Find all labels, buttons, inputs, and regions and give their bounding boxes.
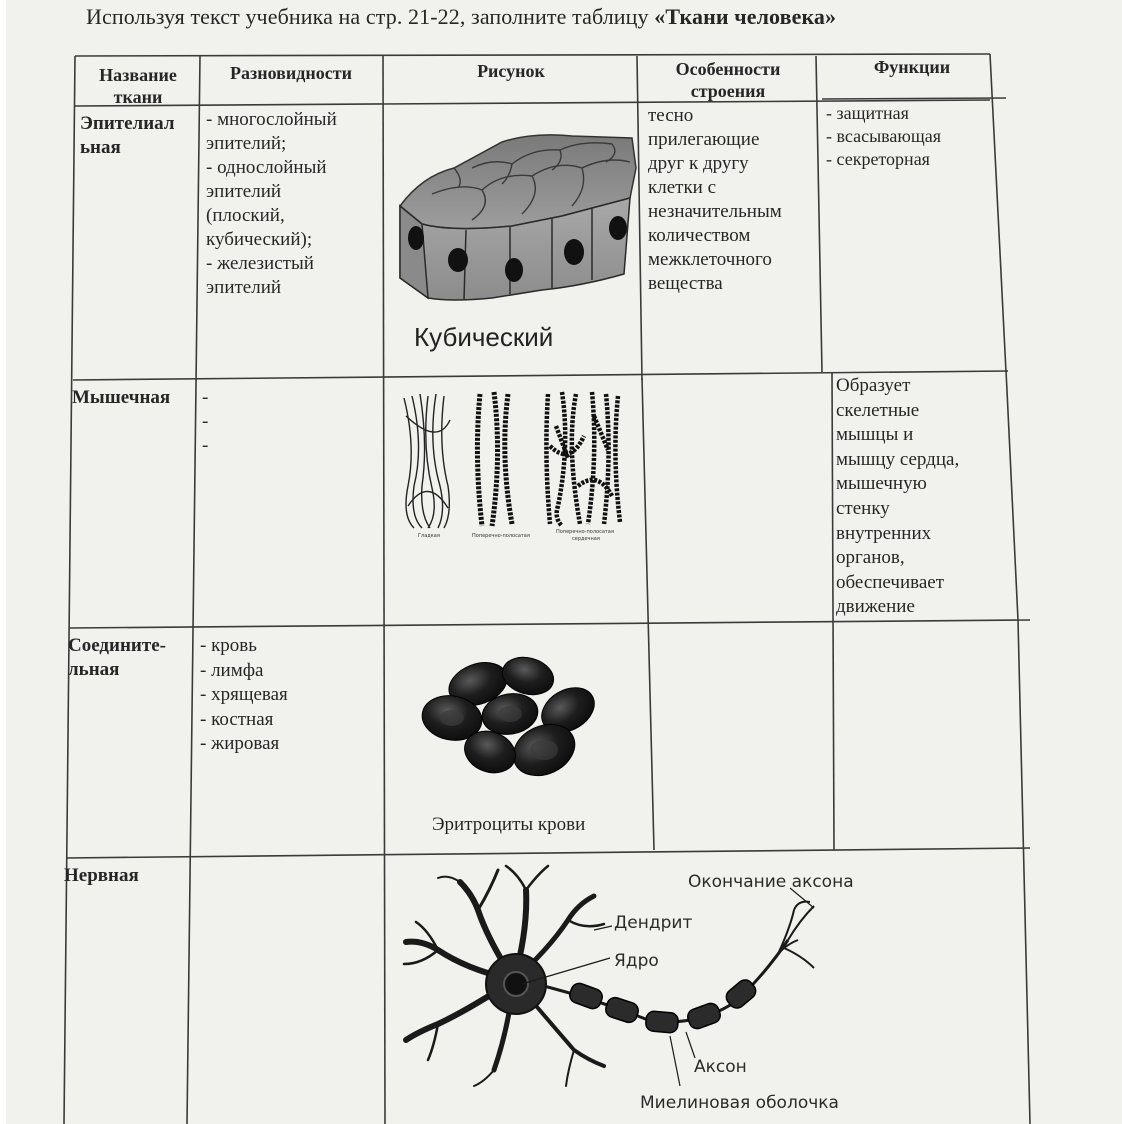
row-epithelial-name xyxy=(80,112,174,160)
variety-item: кубический); xyxy=(206,229,313,250)
function-item: - секреторная xyxy=(826,149,930,169)
connective-varieties xyxy=(200,634,288,757)
function-item: внутренних xyxy=(836,522,932,544)
row-connective-name xyxy=(68,634,166,682)
function-item: - всасывающая xyxy=(826,126,941,146)
cardiac-muscle-fibers xyxy=(546,392,620,526)
header-picture: Рисунок xyxy=(477,61,545,81)
variety-item: - жировая xyxy=(200,733,280,755)
variety-item: - кровь xyxy=(200,635,257,656)
heading-table-title: «Ткани человека» xyxy=(654,4,837,29)
function-item: движение xyxy=(836,596,915,618)
axon-line xyxy=(544,940,788,1022)
neuron-nucleus xyxy=(504,972,528,996)
label-dendrite: Дендрит xyxy=(614,913,693,933)
header-tissue-name-line1: Название xyxy=(99,65,177,85)
heading-instruction: Используя текст учебника на стр. 21-22, заполните таблицу xyxy=(86,4,655,29)
function-item: Образует xyxy=(836,375,911,396)
function-item: обеспечивает xyxy=(836,571,944,593)
skeletal-muscle-fibers xyxy=(477,392,512,526)
variety-item: - многослойный xyxy=(206,109,337,130)
function-item: скелетные xyxy=(836,399,920,421)
erythrocytes-caption: Эритроциты крови xyxy=(432,814,586,835)
header-tissue-name-line2: ткани xyxy=(113,87,163,107)
header-structure-line2: строения xyxy=(690,81,766,101)
epithelial-functions xyxy=(826,102,941,171)
variety-item: эпителий; xyxy=(206,133,287,154)
function-item: стенку xyxy=(836,497,890,519)
label-nucleus: Ядро xyxy=(614,951,659,971)
variety-item: - однослойный xyxy=(206,157,327,178)
variety-item: эпителий xyxy=(206,181,282,202)
tissue-name-line1: Соедините- xyxy=(68,635,166,656)
function-item: органов, xyxy=(836,547,905,569)
muscle-tissue-illustration xyxy=(398,386,630,540)
muscle-label-skeletal: Поперечно-полосатая xyxy=(472,533,530,539)
variety-item: эпителий xyxy=(206,277,282,298)
tissue-name-line2: ьная xyxy=(80,137,121,158)
header-functions: Функции xyxy=(873,57,951,77)
header-structure xyxy=(640,58,816,102)
neuron-illustration xyxy=(398,860,828,1094)
function-item: мышцы и xyxy=(836,424,914,446)
worksheet-heading xyxy=(86,4,1086,30)
variety-item: - лимфа xyxy=(200,659,264,681)
muscle-label-smooth: Гладкая xyxy=(418,533,440,539)
structure-line: друг к другу xyxy=(648,153,749,174)
label-myelin-sheath: Миелиновая оболочка xyxy=(640,1093,839,1113)
variety-item: - железистый xyxy=(206,253,314,274)
muscle-label-cardiac-1: Поперечно-полосатая xyxy=(556,529,614,535)
variety-item: - xyxy=(202,411,209,432)
variety-item: - хрящевая xyxy=(200,684,288,706)
variety-item: - костная xyxy=(200,708,274,730)
label-axon: Аксон xyxy=(694,1057,747,1077)
muscle-label-cardiac-2: сердечная xyxy=(572,536,600,542)
tissue-name-line2: льная xyxy=(68,659,120,680)
function-item: - защитная xyxy=(826,103,909,123)
label-axon-ending: Окончание аксона xyxy=(688,872,854,892)
structure-line: тесно xyxy=(648,105,694,126)
epithelial-structure xyxy=(648,104,782,296)
muscle-varieties xyxy=(202,386,208,458)
row-nervous-name: Нервная xyxy=(64,865,139,886)
variety-item: - xyxy=(202,435,209,456)
page-edge xyxy=(0,0,6,1124)
header-varieties: Разновидности xyxy=(230,63,352,83)
structure-line: незначительным xyxy=(648,201,782,222)
function-item: мышцу сердца, xyxy=(836,448,960,470)
erythrocytes-illustration xyxy=(418,654,604,784)
header-tissue-name xyxy=(80,64,196,108)
structure-line: прилегающие xyxy=(648,129,760,150)
variety-item: (плоский, xyxy=(206,205,285,226)
cuboidal-epithelium-illustration xyxy=(392,128,638,308)
variety-item: - xyxy=(202,387,209,408)
header-structure-line1: Особенности xyxy=(675,59,781,79)
structure-line: межклеточного xyxy=(648,249,772,270)
structure-line: количеством xyxy=(648,225,751,246)
tissue-name-line1: Эпителиал xyxy=(80,113,175,134)
epithelium-caption: Кубический xyxy=(414,322,554,352)
function-item: мышечную xyxy=(836,473,927,495)
epithelial-varieties xyxy=(206,108,337,300)
myelin-sheath-segments xyxy=(568,977,759,1034)
row-muscle-name: Мышечная xyxy=(72,387,171,408)
smooth-muscle-fibers xyxy=(404,394,450,528)
muscle-functions xyxy=(836,374,959,620)
structure-line: вещества xyxy=(648,273,723,294)
structure-line: клетки с xyxy=(648,177,717,198)
